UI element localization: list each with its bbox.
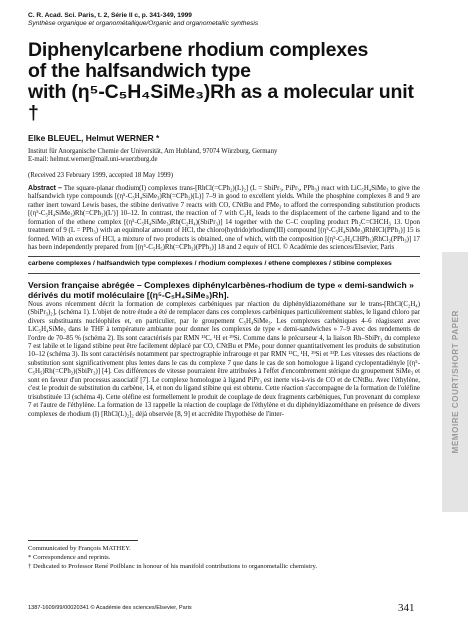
title-line-1: Diphenylcarbene rhodium complexes [28, 39, 369, 61]
journal-header [28, 12, 420, 28]
journal-section: Synthèse organique et organométallique/Organic and organometallic synthesis [28, 20, 259, 27]
affiliation [28, 148, 420, 165]
article-page [28, 12, 420, 419]
abstract-label: Abstract – [28, 184, 62, 192]
article-title [28, 40, 420, 124]
journal-citation: C. R. Acad. Sci. Paris, t. 2, Série II c, p. 341-349, 1999 [28, 12, 192, 19]
french-abstract-body: Nous avons récemment décrit la formation de complexes carbéniques par réaction du diphényldiazométhane sur le trans-[RhCl(C₂H₄)(SbiPr₃)₂], (schéma 1). L'objet de notre étude a été de remplacer dans ces complexes carbéniques particulièrement stables, le ligand chloro par divers substituants nucléophiles et, en particulier, par le groupement C₅H₄SiMe₃. Les complexes carbéniques 4–6 réagissent avec LiC₅H₄SiMe₃ dans le THF à température ambiante pour donner les complexes de type « demi-sandwiches » 7–9 avec des rendements de l'ordre de 70–85 % (schéma 2). Ils sont caractérisés par RMN ¹³C, ¹H et ²⁹Si. Comme dans le précurseur 4, la liaison Rh–SbiPr₃ du complexe 7 est labile et le ligand stibine peut être facilement déplacé par CO, CNtBu et PMe₃ pour donner quantitativement les produits de substitution 10–12 (schéma 3). Ils sont caractérisés notamment par spectrographie infrarouge et par RMN ¹³C, ¹H, ²⁹Si et ³¹P. Les vitesses des réactions de substitution sont significativement plus lentes dans le cas du complexe 7 que dans le cas de son homologue à ligand cyclopentadiényle [(η⁵-C₅H₅)Rh(=CPh₂)(SbiPr₃)] [4]. Ces différences de vitesse pourraient être attribuées à l'effet d'encombrement stérique du groupement SiMe₃ et sont en faveur d'un processus associatif [7]. Le complexe homologue à ligand PiPr₃ est inerte vis-à-vis de CO et de CNtBu. Avec l'éthylène, c'est le produit de substitution du carbène, 14, et non du ligand stibine qui est obtenu. Cette réaction s'accompagne de la formation de l'oléfine trisubstituée 13 (schéma 4). Cette oléfine est formellement le produit de couplage de deux fragments carbéniques, l'un provenant du complexe 7 et l'autre de l'éthylène. La formation de 13 rappelle la réaction de couplage de l'éthylène et du diphényldiazométhane en présence de divers complexes de rhodium (I) [RhCl(L)₂]₂ déjà observée [8, 9] et accrédite l'hypothèse de l'inter- [28, 300, 420, 418]
affiliation-email: E-mail: helmut.werner@mail.uni-wuerzburg.de [28, 156, 158, 164]
footnote-dedication: † Dedicated to Professor René Poilblanc in honour of his manifold contributions to organometallic chemistry. [28, 563, 317, 570]
affiliation-address: Institut für Anorganische Chemie der Universität, Am Hubland, 97074 Würzburg, Germany [28, 148, 278, 155]
page-number: 341 [398, 602, 415, 614]
footnote-rule [28, 540, 138, 541]
title-line-3: with (η⁵-C₅H₄SiMe₃)Rh as a molecular unit † [28, 81, 414, 124]
side-tab-label: MÉMOIRE COURT/SHORT PAPER [450, 310, 460, 454]
footnote-correspondence: * Correspondence and reprints. [28, 554, 111, 561]
footnote-communicated: Communicated by François MATHEY. [28, 545, 131, 552]
authors: Elke BLEUEL, Helmut WERNER * [28, 133, 160, 143]
abstract-text: The square-planar rhodium(I) complexes trans-[RhCl(=CPh₂)(L)₂] (L = SbiPr₃, PiPr₃, PPh₃) react with LiC₅H₄SiMe₃ to give the halfsandwich type compounds [(η⁵-C₅H₄SiMe₃)Rh(=CPh₂)(L)] 7–9 in good to excellent yields. While the phosphine complexes 8 and 9 are rather inert toward Lewis bases, the stibine derivative 7 reacts with CO, CNtBu and PMe₃ to afford the corresponding substitution products [(η⁵-C₅H₄SiMe₃)Rh(=CPh₂)(L')] 10–12. In contrast, the reaction of 7 with C₂H₄ leads to the displacement of the carbene ligand and to the formation of the ethene complex [(η⁵-C₅H₄SiMe₃)Rh(C₂H₄)(SbiPr₃)] 14 together with the C–C coupling product Ph₂C=CHCH₃ 13. Upon treatment of 9 (L = PPh₃) with an equimolar amount of HCl, the chloro(hydrido)rhodium(III) compound [(η⁵-C₅H₄SiMe₃)RhHCl(PPh₃)] 15 is formed. With an excess of HCl, a mixture of two products is obtained, one of which, with the composition [(η⁵-C₅H₄CHPh₂)RhCl₂(PPh₃)] 17 has been independently prepared from [(η⁵-C₅H₅)Rh(=CPh₂)(PPh₃)] 18 and 2 equiv of HCl. © Académie des sciences/Elsevier, Paris [28, 184, 420, 251]
separator-bottom [28, 273, 420, 274]
keywords: carbene complexes / halfsandwich type complexes / rhodium complexes / ethene complexes / stibine complexes [28, 260, 392, 268]
separator-top [28, 256, 420, 257]
received-dates: (Received 23 February 1999, accepted 18 May 1999) [28, 171, 173, 179]
title-line-2: of the halfsandwich type [28, 60, 251, 82]
copyright-footer: 1387-1609/99/00020341 © Académie des sciences/Elsevier, Paris [28, 605, 192, 611]
french-abstract-title: Version française abrégée – Complexes diphénylcarbènes-rhodium de type « demi-sandwich » dérivés du motif moléculaire [(η⁵-C₅H₄SiMe₃)Rh]. [28, 279, 414, 301]
section-side-tab [442, 252, 468, 512]
abstract [28, 185, 420, 253]
footnotes [28, 540, 420, 571]
